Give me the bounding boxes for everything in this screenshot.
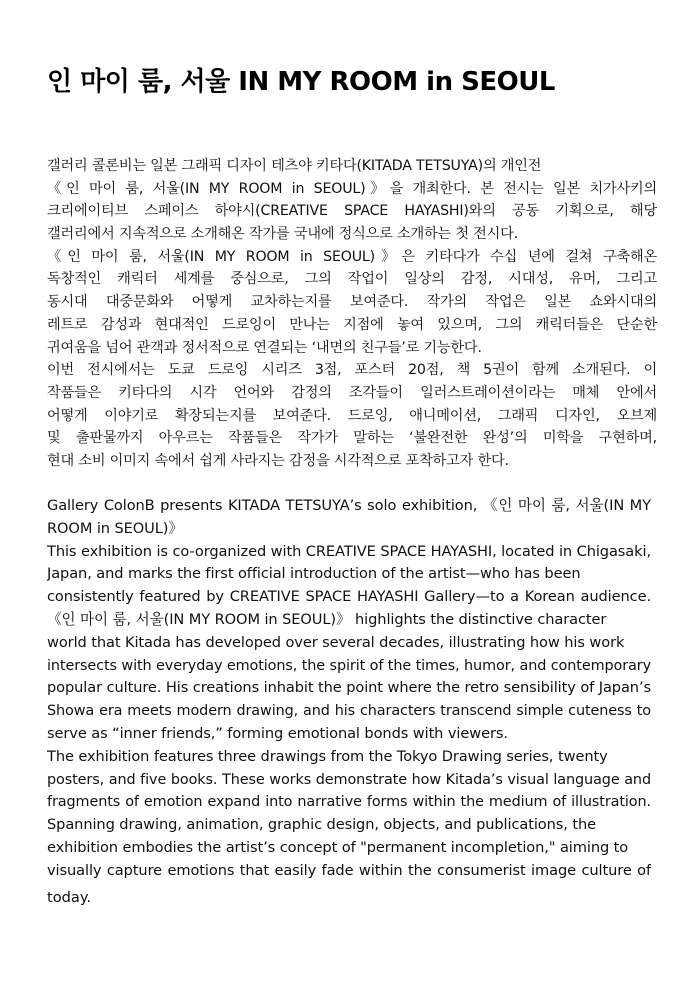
english-text-line: ROOM in SEOUL)》	[47, 519, 183, 537]
korean-text-line: 레트로 감성과 현대적인 드로잉이 만나는 지점에 놓여 있으며, 그의 캐릭터들은 단순한	[47, 316, 657, 333]
korean-text-line: 귀여움을 넘어 관객과 정서적으로 연결되는 ‘내면의 친구들’로 기능한다.	[47, 339, 482, 356]
korean-text-line: 《인 마이 룸, 서울(IN MY ROOM in SEOUL)》은 키타다가 수십 년에 걸쳐 구축해온	[47, 248, 657, 265]
korean-text-line: 동시대 대중문화와 어떻게 교차하는지를 보여준다. 작가의 작업은 일본 쇼와시대의	[47, 294, 657, 311]
english-last-line: today.	[47, 889, 92, 906]
english-text-line: consistently featured by CREATIVE SPACE HAYASHI Gallery—to a Korean audience.	[47, 588, 651, 606]
korean-text-line: 어떻게 이야기로 확장되는지를 보여준다. 드로잉, 애니메이션, 그래픽 디자인, 오브제	[47, 407, 657, 424]
english-text-line: fragments of emotion expand into narrative forms within the medium of illustration.	[47, 794, 651, 811]
english-text-line: popular culture. His creations inhabit the point where the retro sensibility of Japan’s	[47, 679, 651, 697]
english-text-line: posters, and five books. These works demonstrate how Kitada’s visual language and	[47, 771, 651, 788]
english-description	[47, 495, 651, 883]
english-text-line: 《인 마이 룸, 서울(IN MY ROOM in SEOUL)》 highlights the distinctive character	[47, 610, 607, 628]
english-text-line: serve as “inner friends,” forming emotional bonds with viewers.	[47, 724, 508, 742]
english-text-line: intersects with everyday emotions, the spirit of the times, humor, and contemporary	[47, 657, 651, 674]
english-text-line: world that Kitada has developed over several decades, illustrating how his work	[47, 633, 625, 651]
korean-text-line: 크리에이티브 스페이스 하야시(CREATIVE SPACE HAYASHI)와의 공동 기획으로, 해당	[47, 203, 657, 220]
korean-text-line: 독창적인 캐릭터 세계를 중심으로, 그의 작업이 일상의 감정, 시대성, 유머, 그리고	[47, 271, 657, 288]
english-text-line: Gallery ColonB presents KITADA TETSUYA’s solo exhibition, 《인 마이 룸, 서울(IN MY	[47, 497, 651, 514]
korean-text-line: 이번 전시에서는 도쿄 드로잉 시리즈 3점, 포스터 20점, 책 5권이 함께 소개된다. 이	[47, 362, 657, 379]
english-text-line: Japan, and marks the first official introduction of the artist—who has been	[47, 565, 581, 583]
english-text-line: This exhibition is co-organized with CREATIVE SPACE HAYASHI, located in Chigasaki,	[47, 542, 651, 560]
english-text-line: Showa era meets modern drawing, and his characters transcend simple cuteness to	[47, 703, 651, 720]
english-text-line: exhibition embodies the artist’s concept of "permanent incompletion," aiming to	[47, 838, 629, 856]
english-text-line: visually capture emotions that easily fade within the consumerist image culture of	[47, 861, 651, 879]
english-text-line: Spanning drawing, animation, graphic design, objects, and publications, the	[47, 816, 597, 834]
korean-text-line: 갤러리에서 지속적으로 소개해온 작가를 국내에 정식으로 소개하는 첫 전시다.	[47, 226, 518, 243]
korean-text-line: 《인 마이 룸, 서울(IN MY ROOM in SEOUL)》을 개최한다. 본 전시는 일본 치가사키의	[47, 180, 657, 197]
english-text-line: The exhibition features three drawings from the Tokyo Drawing series, twenty	[47, 747, 608, 765]
korean-text-line: 갤러리 콜론비는 일본 그래픽 디자이 테츠야 키타다(KITADA TETSUYA)의 개인전	[47, 158, 542, 174]
korean-text-line: 작품들은 키타다의 시각 언어와 감정의 조각들이 일러스트레이션이라는 매체 안에서	[47, 384, 657, 401]
document-title: 인 마이 룸, 서울 IN MY ROOM in SEOUL	[47, 67, 555, 97]
korean-text-line: 현대 소비 이미지 속에서 쉽게 사라지는 감정을 시각적으로 포착하고자 한다.	[47, 452, 509, 469]
korean-description	[47, 155, 657, 473]
korean-text-line: 및 출판물까지 아우르는 작품들은 작가가 말하는 ‘불완전한 완성’의 미학을 구현하며,	[47, 430, 657, 447]
